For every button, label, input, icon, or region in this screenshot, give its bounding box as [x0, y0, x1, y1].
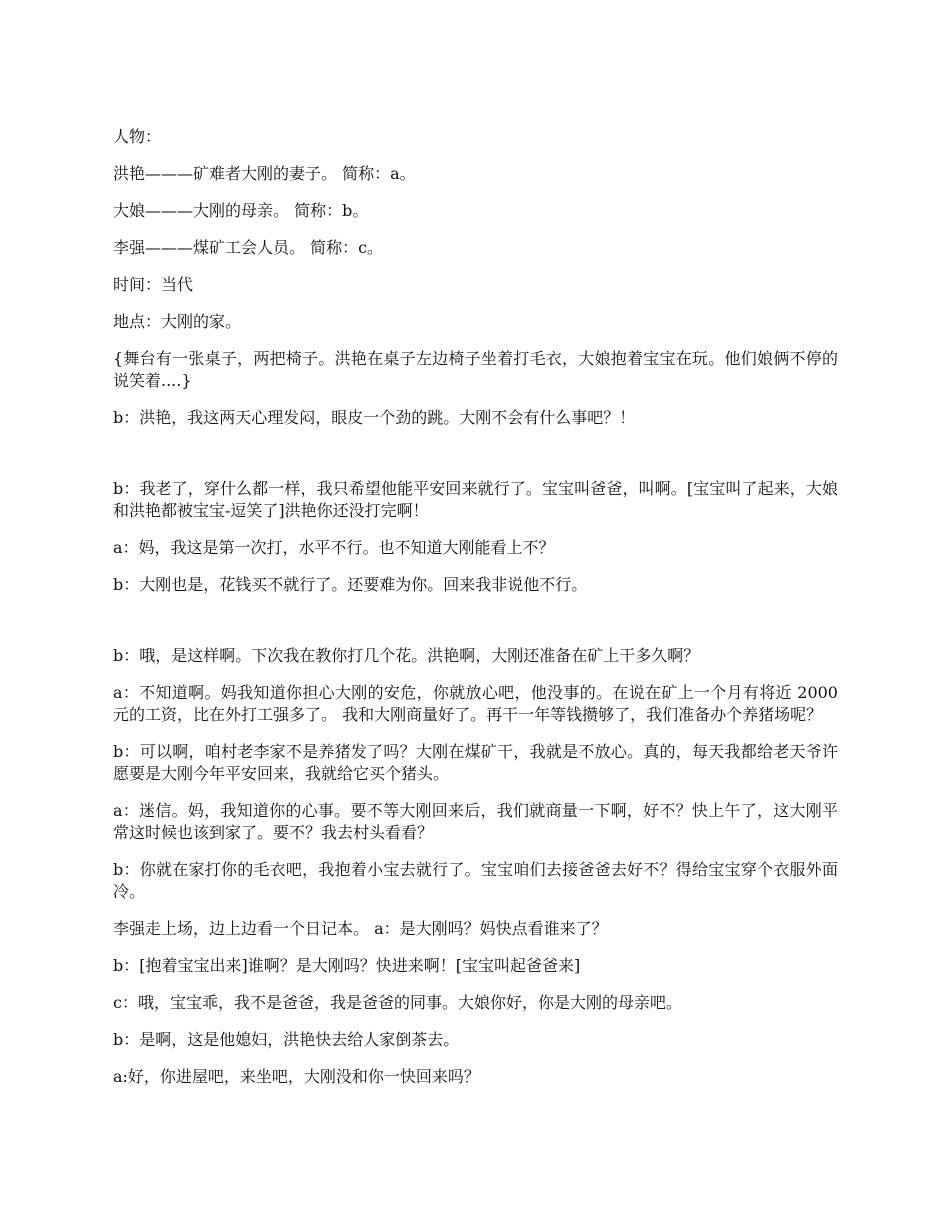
document-page: [113, 126, 844, 1103]
dialogue-line: b：大刚也是，花钱买不就行了。还要难为你。回来我非说他不行。: [113, 575, 588, 594]
place-line: 地点：大刚的家。: [113, 312, 242, 331]
blank-gap: [113, 611, 838, 645]
dialogue-line: b：可以啊，咱村老李家不是养猪发了吗？大刚在煤矿干，我就是不放心。真的，每天我都给老天爷许愿要是大刚今年平安回来，我就给它买个猪头。: [113, 742, 838, 783]
dialogue-line: b：我老了，穿什么都一样，我只希望他能平安回来就行了。宝宝叫爸爸，叫啊。[宝宝叫了起来，大娘和洪艳都被宝宝-逗笑了]洪艳你还没打完啊！: [113, 479, 838, 520]
stage-direction: {舞台有一张桌子，两把椅子。洪艳在桌子左边椅子坐着打毛衣，大娘抱着宝宝在玩。他们娘俩不停的说笑着....}: [113, 349, 838, 390]
dialogue-line: b：洪艳，我这两天心理发闷，眼皮一个劲的跳。大刚不会有什么事吧？！: [113, 408, 636, 427]
dialogue-line: b：是啊，这是他媳妇，洪艳快去给人家倒茶去。: [113, 1030, 460, 1049]
dialogue-line: c：哦，宝宝乖，我不是爸爸，我是爸爸的同事。大娘你好，你是大刚的母亲吧。: [113, 993, 682, 1012]
dialogue-line: b：哦，是这样啊。下次我在教你打几个花。洪艳啊，大刚还准备在矿上干多久啊？: [113, 646, 700, 665]
cast-entry-c: 李强———煤矿工会人员。 简称：c。: [113, 238, 384, 257]
cast-heading: 人物：: [113, 127, 162, 146]
dialogue-line: 李强走上场，边上边看一个日记本。 a：是大刚吗？妈快点看谁来了？: [113, 919, 608, 938]
dialogue-line: a：迷信。妈，我知道你的心事。要不等大刚回来后，我们就商量一下啊，好不？快上午了，这大刚平常这时候也该到家了。要不？我去村头看看？: [113, 801, 838, 842]
cast-entry-b: 大娘———大刚的母亲。 简称：b。: [113, 201, 369, 220]
dialogue-line: a：不知道啊。妈我知道你担心大刚的安危，你就放心吧，他没事的。在说在矿上一个月有将近 2000 元的工资，比在外打工强多了。 我和大刚商量好了。再干一年等钱攒够了，我们准备办个养猪场呢？: [113, 683, 844, 724]
cast-entry-a: 洪艳———矿难者大刚的妻子。 简称：a。: [113, 164, 416, 183]
dialogue-line: b：[抱着宝宝出来]谁啊？是大刚吗？快进来啊！[宝宝叫起爸爸来]: [113, 956, 581, 975]
dialogue-line: a：妈，我这是第一次打，水平不行。也不知道大刚能看上不？: [113, 538, 555, 557]
blank-gap: [113, 444, 838, 478]
time-line: 时间：当代: [113, 275, 194, 294]
dialogue-line: b：你就在家打你的毛衣吧，我抱着小宝去就行了。宝宝咱们去接爸爸去好不？得给宝宝穿个衣服外面冷。: [113, 860, 838, 901]
dialogue-line: a:好，你进屋吧，来坐吧，大刚没和你一快回来吗？: [113, 1067, 480, 1086]
